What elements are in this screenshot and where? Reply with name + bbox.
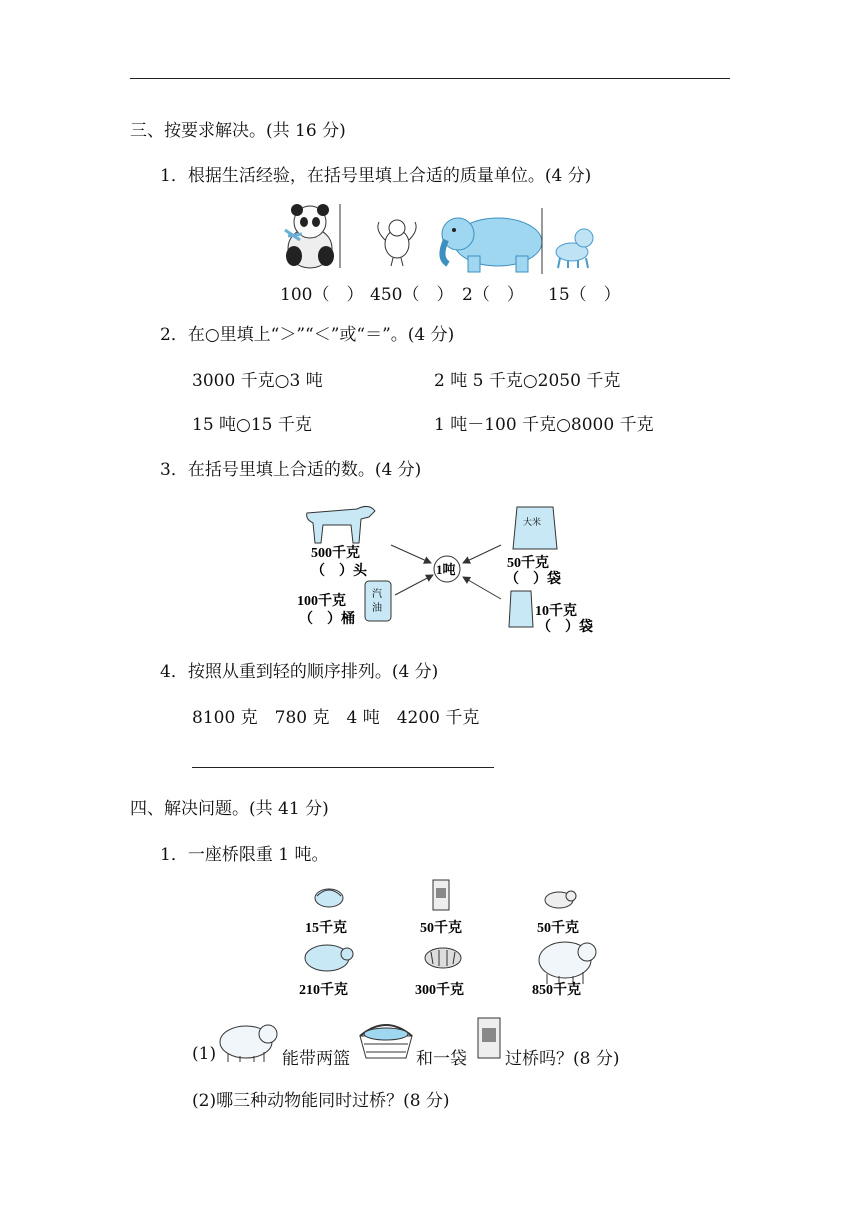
sub1-text-c: 过桥吗？(8 分) [505, 1049, 620, 1069]
bag-icon [476, 1016, 502, 1060]
weight-dog: 50千克 [537, 921, 579, 936]
weight-tiger: 300千克 [415, 983, 464, 998]
q1-prompt: 1．根据生活经验，在括号里填上合适的质量单位。(4 分) [160, 166, 592, 186]
q1-item-3: 2（ ） [462, 285, 524, 305]
arrow-oil [395, 575, 433, 595]
oil-label-b: 油 [372, 603, 382, 614]
section4-title: 四、解决问题。(共 41 分) [130, 799, 329, 819]
arrow-rice [463, 545, 501, 563]
cow-weight: 500千克 [311, 546, 360, 561]
weight-basket: 15千克 [305, 921, 347, 936]
items-grid [295, 878, 615, 1000]
top-rule [130, 78, 730, 79]
section3-title: 三、按要求解决。(共 16 分) [130, 121, 346, 141]
elephant-icon [442, 208, 542, 274]
cow-blank: （ ）头 [311, 564, 367, 579]
tiger-icon [425, 948, 461, 968]
q2-item-2: 2 吨 5 千克○2050 千克 [434, 371, 621, 391]
rice-blank: （ ）袋 [505, 572, 561, 587]
weight-pig: 210千克 [299, 983, 348, 998]
sub1-number: (1) [192, 1044, 217, 1064]
rice-weight: 50千克 [507, 556, 549, 571]
q1-item-1: 100（ ） [280, 285, 364, 305]
small-bag-blank: （ ）袋 [537, 620, 593, 635]
sub2-prompt: (2)哪三种动物能同时过桥？(8 分) [192, 1091, 450, 1111]
basket-icon [315, 889, 343, 907]
q2-prompt: 2．在○里填上“＞”“＜”或“＝”。(4 分) [160, 325, 455, 345]
cow-icon [307, 506, 375, 543]
rice-bag-icon [513, 507, 557, 549]
sub1-text-b: 和一袋 [416, 1049, 467, 1069]
arrow-small-bag [463, 577, 501, 599]
q2-item-3: 15 吨○15 千克 [192, 415, 312, 435]
q3-diagram [295, 495, 615, 640]
oil-blank: （ ）桶 [299, 612, 355, 627]
oil-barrel-icon [365, 581, 391, 621]
small-bag-icon [509, 591, 533, 627]
q4-prompt: 4．按照从重到轻的顺序排列。(4 分) [160, 662, 439, 682]
oil-label-a: 汽 [372, 589, 382, 600]
q4-items: 8100 克 780 克 4 吨 4200 千克 [192, 708, 480, 728]
polar-bear-icon [218, 1018, 280, 1064]
q1-item-4: 15（ ） [548, 285, 621, 305]
center-label: 1吨 [436, 562, 456, 577]
q4-answer-line[interactable] [192, 767, 494, 768]
weight-bag: 50千克 [420, 921, 462, 936]
dog-icon [556, 229, 593, 268]
q2-item-4: 1 吨－100 千克○8000 千克 [434, 415, 654, 435]
sub1-text-a: 能带两篮 [282, 1049, 350, 1069]
q2-item-1: 3000 千克○3 吨 [192, 371, 323, 391]
arrow-cow [391, 545, 431, 563]
small-bag-weight: 10千克 [535, 604, 577, 619]
basket-icon [356, 1014, 416, 1064]
polar-bear-icon [539, 942, 596, 984]
q1-item-2: 450（ ） [370, 285, 454, 305]
rice-label: 大米 [523, 517, 542, 527]
animals-illustration [280, 200, 610, 275]
weight-bear: 850千克 [532, 983, 581, 998]
bag-icon [433, 880, 449, 910]
dog-icon [545, 891, 576, 908]
q3-prompt: 3．在括号里填上合适的数。(4 分) [160, 460, 422, 480]
oil-weight: 100千克 [297, 594, 346, 609]
bird-icon [378, 220, 416, 266]
s4-q1-prompt: 1．一座桥限重 1 吨。 [160, 845, 329, 865]
panda-icon [285, 204, 340, 268]
pig-icon [305, 945, 353, 971]
